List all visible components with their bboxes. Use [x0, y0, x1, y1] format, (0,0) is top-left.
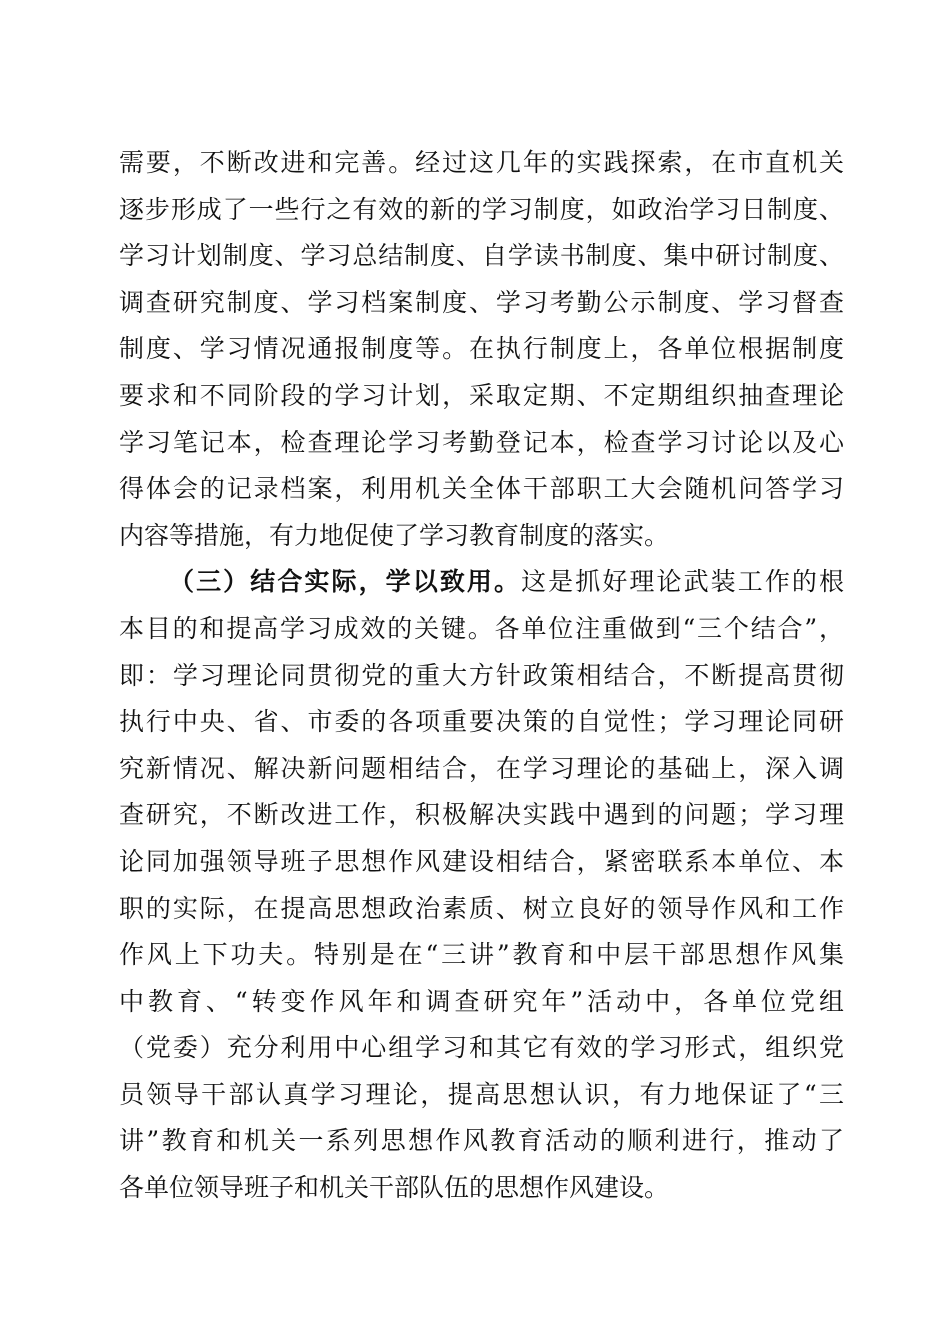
paragraph-line: 职的实际，在提高思想政治素质、树立良好的领导作风和工作	[119, 893, 844, 923]
body-text	[119, 140, 844, 1212]
paragraph-line: （党委）充分利用中心组学习和其它有效的学习形式，组织党	[119, 1033, 844, 1063]
paragraph-line: 本目的和提高学习成效的关键。各单位注重做到“三个结合”，	[119, 613, 844, 643]
paragraph-line: 作风上下功夫。特别是在“三讲”教育和中层干部思想作风集	[119, 940, 844, 970]
paragraph-line: 究新情况、解决新问题相结合，在学习理论的基础上，深入调	[119, 753, 844, 783]
section-heading: （三）结合实际，学以致用。	[169, 567, 522, 597]
paragraph-line: 逐步形成了一些行之有效的新的学习制度，如政治学习日制度、	[119, 194, 844, 224]
paragraph-line: 执行中央、省、市委的各项重要决策的自觉性；学习理论同研	[119, 707, 844, 737]
paragraph-line: 讲”教育和机关一系列思想作风教育活动的顺利进行，推动了	[119, 1126, 844, 1156]
section-heading-line	[119, 559, 844, 606]
paragraph-line: 即：学习理论同贯彻党的重大方针政策相结合，不断提高贯彻	[119, 660, 844, 690]
paragraph-line: 学习笔记本，检查理论学习考勤登记本，检查学习讨论以及心	[119, 427, 844, 457]
heading-line-rest: 这是抓好理论武装工作的根	[521, 567, 844, 597]
paragraph-line: 要求和不同阶段的学习计划，采取定期、不定期组织抽查理论	[119, 380, 844, 410]
paragraph-line: 员领导干部认真学习理论，提高思想认识，有力地保证了“三	[119, 1079, 844, 1109]
paragraph-line: 得体会的记录档案，利用机关全体干部职工大会随机问答学习	[119, 474, 844, 504]
paragraph-line: 查研究，不断改进工作，积极解决实践中遇到的问题；学习理	[119, 800, 844, 830]
paragraph-line: 制度、学习情况通报制度等。在执行制度上，各单位根据制度	[119, 334, 844, 364]
paragraph-line: 需要，不断改进和完善。经过这几年的实践探索，在市直机关	[119, 148, 844, 177]
paragraph-last-line: 各单位领导班子和机关干部队伍的思想作风建设。	[119, 1173, 670, 1203]
paragraph-line: 学习计划制度、学习总结制度、自学读书制度、集中研讨制度、	[119, 241, 844, 271]
paragraph-line: 调查研究制度、学习档案制度、学习考勤公示制度、学习督查	[119, 287, 844, 317]
paragraph-last-line: 内容等措施，有力地促使了学习教育制度的落实。	[119, 520, 670, 550]
paragraph-line: 论同加强领导班子思想作风建设相结合，紧密联系本单位、本	[119, 846, 844, 876]
paragraph-line: 中教育、“转变作风年和调查研究年”活动中，各单位党组	[119, 986, 844, 1016]
